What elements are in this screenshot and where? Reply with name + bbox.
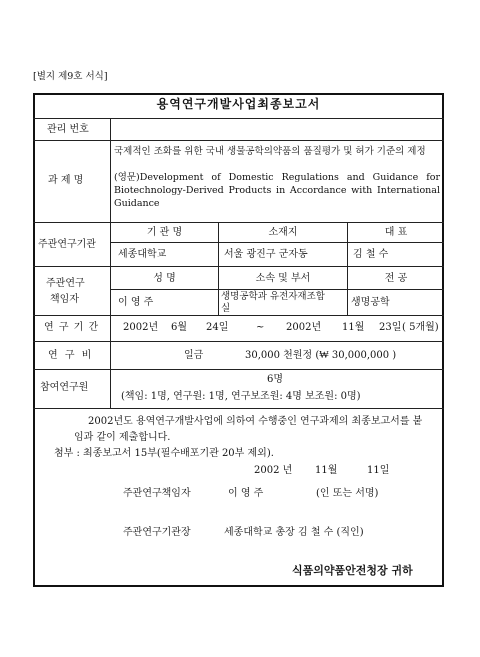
- subject-english-text: Development of Domestic Regulations and Guidance for Biotechnology-Derived Products in Accordance with International Guidance: [114, 172, 440, 209]
- pi-department-line2: 실: [221, 303, 231, 314]
- rule-title: [33, 118, 444, 119]
- institution-label: 주관연구기관: [38, 239, 96, 250]
- period-start-year: 2002년: [123, 322, 159, 333]
- attachment-note: 첨부 : 최종보고서 15부(필수배포기관 20부 제외).: [54, 448, 274, 459]
- statement-line1: 2002년도 용역연구개발사업에 의하여 수행중인 연구과제의 최종보고서를 붙: [88, 416, 423, 427]
- subject-english: [114, 171, 440, 210]
- pi-department-line1: 생명공학과 유전자재조합: [221, 291, 325, 302]
- institution-name: 세종대학교: [118, 249, 167, 260]
- pi-label-line1: 주관연구: [46, 278, 85, 289]
- date-day: 11일: [367, 465, 390, 476]
- mgmt-number-label: 관리 번호: [47, 124, 89, 135]
- institution-header-representative: 대 표: [384, 227, 408, 238]
- cost-label: 연 구 비: [48, 350, 94, 361]
- rule-period: [33, 341, 444, 342]
- report-form: [33, 93, 444, 587]
- addressee: 식품의약품안전청장 귀하: [292, 564, 413, 577]
- period-total: ( 5개월): [402, 322, 439, 333]
- rule-pi-header: [110, 289, 444, 290]
- sign-pi-note: (인 또는 서명): [316, 488, 379, 499]
- institution-representative: 김 철 수: [353, 249, 389, 260]
- period-end-day: 23일: [379, 322, 402, 333]
- sign-head-label: 주관연구기관장: [123, 527, 191, 538]
- sign-pi-name: 이 영 주: [228, 488, 264, 499]
- period-separator: ~: [256, 322, 265, 333]
- people-breakdown: (책임: 1명, 연구원: 1명, 연구보조원: 4명 보조원: 0명): [121, 391, 361, 402]
- pi-label-line2: 책임자: [50, 294, 79, 305]
- period-label: 연 구 기 간: [44, 322, 100, 333]
- date-month: 11월: [315, 465, 338, 476]
- period-start-day: 24일: [206, 322, 229, 333]
- form-title: 용역연구개발사업최종보고서: [156, 97, 321, 111]
- form-tag: [별지 제9호 서식]: [33, 71, 108, 82]
- institution-location: 서울 광진구 군자동: [224, 249, 308, 260]
- statement-line2: 임과 같이 제출합니다.: [74, 432, 171, 443]
- institution-header-location: 소재지: [268, 227, 298, 238]
- pi-name: 이 영 주: [118, 297, 154, 308]
- sign-head-value: 세종대학교 총장 김 철 수 (직인): [224, 527, 364, 538]
- period-end-month: 11월: [342, 322, 365, 333]
- period-start-month: 6월: [171, 322, 188, 333]
- rule-inst-header: [110, 242, 444, 243]
- institution-header-name: 기 관 명: [146, 227, 183, 238]
- pi-header-name: 성 명: [153, 273, 176, 284]
- cost-amount: 30,000 천원정 (₩ 30,000,000 ): [245, 350, 397, 361]
- cost-prefix: 일금: [184, 350, 204, 361]
- people-total: 6명: [267, 374, 284, 385]
- pi-header-department: 소속 및 부서: [255, 273, 311, 284]
- rule-subject: [33, 222, 444, 223]
- pi-header-major: 전 공: [384, 273, 408, 284]
- rule-pi: [33, 315, 444, 316]
- rule-inst: [33, 266, 444, 267]
- pi-major: 생명공학: [351, 297, 390, 308]
- subject-label: 과 제 명: [48, 175, 84, 186]
- sign-pi-label: 주관연구책임자: [123, 488, 191, 499]
- rule-mgmt: [33, 140, 444, 141]
- people-label: 참여연구원: [40, 382, 89, 393]
- rule-cost: [33, 369, 444, 370]
- subject-korean: 국제적인 조화를 위한 국내 생물공학의약품의 품질평가 및 허가 기준의 제정: [114, 146, 426, 157]
- rule-label-col: [110, 118, 111, 408]
- date-year: 2002 년: [254, 465, 293, 476]
- period-end-year: 2002년: [286, 322, 322, 333]
- rule-people: [33, 408, 444, 409]
- subject-english-prefix: (영문): [114, 172, 140, 183]
